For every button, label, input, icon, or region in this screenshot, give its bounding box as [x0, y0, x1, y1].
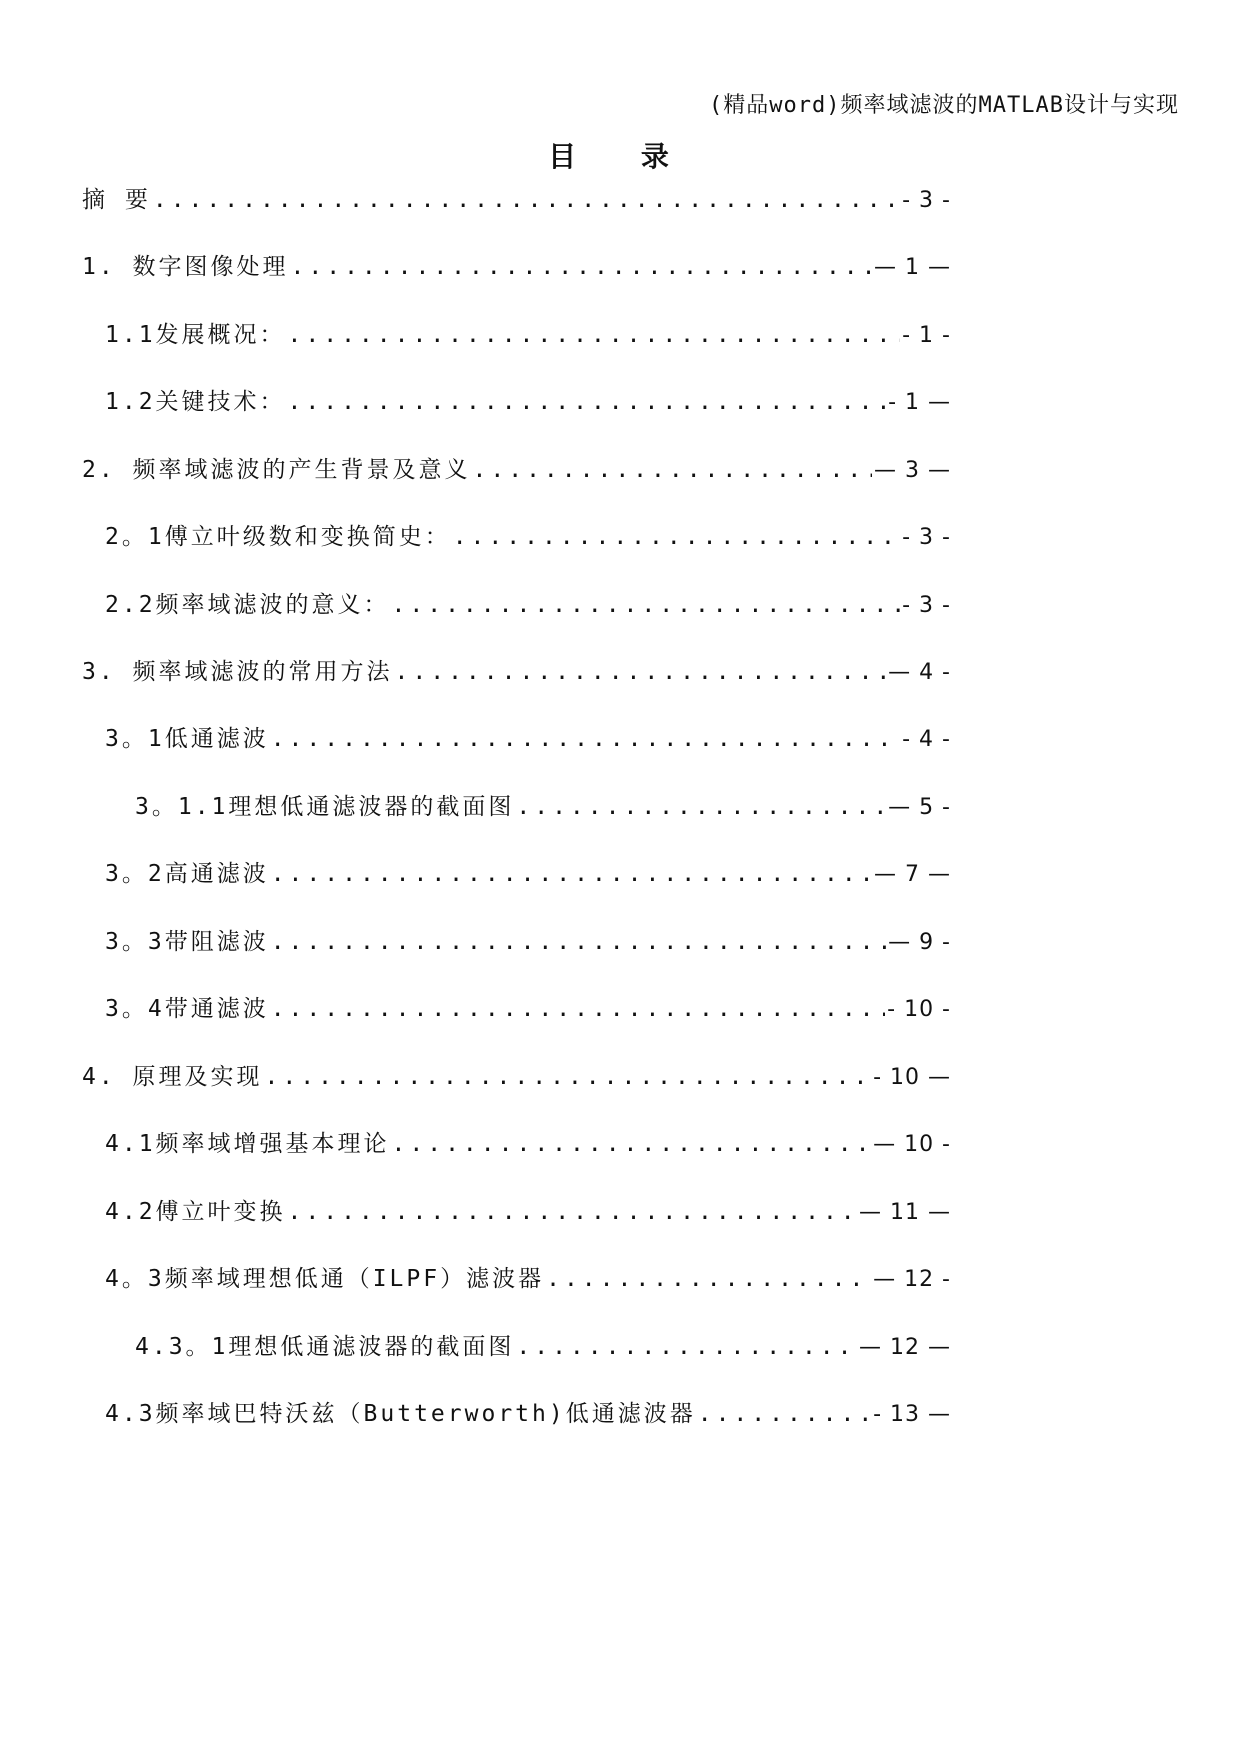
toc-entry-3[interactable]: [0, 652, 1241, 692]
toc-entry-4-1[interactable]: [0, 1124, 1241, 1164]
toc-page-number: — 11 —: [859, 1200, 951, 1225]
dot-leader: [392, 1124, 872, 1164]
dot-leader: [392, 585, 901, 625]
toc-entry-label: 4.3。1理想低通滤波器的截面图: [135, 1334, 515, 1360]
toc-entry-label: 1.1发展概况：: [105, 322, 286, 348]
toc-entry-label: 1. 数字图像处理: [82, 254, 289, 280]
dot-leader: [271, 854, 872, 894]
dot-leader: [698, 1394, 871, 1434]
toc-entry-3-1-1[interactable]: [0, 787, 1241, 827]
toc-page-number: — 10 -: [873, 1132, 951, 1157]
toc-entry-2-2[interactable]: [0, 585, 1241, 625]
toc-entry-1-1[interactable]: [0, 315, 1241, 355]
toc-page-number: - 13 —: [873, 1402, 951, 1427]
toc-entry-3-1[interactable]: [0, 719, 1241, 759]
toc-entry-label: 3。1低通滤波: [105, 726, 269, 752]
toc-entry-label: 摘 要: [82, 187, 151, 213]
toc-entry-label: 4。3频率域理想低通（ILPF）滤波器: [105, 1266, 545, 1292]
toc-entry-label: 3。1.1理想低通滤波器的截面图: [135, 794, 515, 820]
toc-page-number: - 3 -: [902, 593, 951, 618]
toc-page-number: - 4 -: [902, 727, 951, 752]
toc-entry-2[interactable]: [0, 450, 1241, 490]
dot-leader: [153, 180, 900, 220]
toc-entry-label: 1.2关键技术：: [105, 389, 286, 415]
toc-entry-label: 3。2高通滤波: [105, 861, 269, 887]
dot-leader: [473, 450, 872, 490]
toc-page-number: — 9 -: [888, 930, 951, 955]
toc-page-number: - 1 -: [902, 323, 951, 348]
dot-leader: [271, 719, 900, 759]
dot-leader: [288, 382, 887, 422]
toc-entry-4-3-1[interactable]: [0, 1327, 1241, 1367]
dot-leader: [453, 517, 900, 557]
toc-page-number: — 1 —: [874, 255, 951, 280]
toc-entry-3-4[interactable]: [0, 989, 1241, 1029]
toc-page-number: - 10 —: [873, 1065, 951, 1090]
dot-leader: [288, 315, 901, 355]
toc-entry-label: 4. 原理及实现: [82, 1064, 263, 1090]
toc-entry-label: 3。3带阻滤波: [105, 929, 269, 955]
dot-leader: [271, 922, 886, 962]
toc-page-number: - 3 -: [902, 525, 951, 550]
toc-entry-label: 4.2傅立叶变换: [105, 1199, 286, 1225]
dot-leader: [546, 1259, 871, 1299]
toc-entry-3-3[interactable]: [0, 922, 1241, 962]
toc-entry-label: 2. 频率域滤波的产生背景及意义: [82, 457, 471, 483]
toc-page-number: — 7 —: [874, 862, 951, 887]
toc-page-number: - 10 -: [887, 997, 951, 1022]
document-header-title: (精品word)频率域滤波的MATLAB设计与实现: [709, 93, 1179, 118]
toc-page-number: - 3 -: [902, 188, 951, 213]
toc-entry-4[interactable]: [0, 1057, 1241, 1097]
dot-leader: [395, 652, 887, 692]
dot-leader: [271, 989, 885, 1029]
toc-page-number: — 12 —: [859, 1335, 951, 1360]
toc-entry-1-2[interactable]: [0, 382, 1241, 422]
toc-entry-1[interactable]: [0, 247, 1241, 287]
toc-entry-label: 2。1傅立叶级数和变换简史：: [105, 524, 451, 550]
dot-leader: [516, 787, 886, 827]
toc-entry-3-2[interactable]: [0, 854, 1241, 894]
toc-entry-label: 2.2频率域滤波的意义：: [105, 592, 390, 618]
toc-entry-4-3[interactable]: [0, 1259, 1241, 1299]
toc-entry-2-1[interactable]: [0, 517, 1241, 557]
toc-entry-label: 4.3频率域巴特沃兹（Butterworth)低通滤波器: [105, 1401, 696, 1427]
toc-entry-abstract[interactable]: [0, 180, 1241, 220]
toc-page-number: — 4 -: [888, 660, 951, 685]
dot-leader: [291, 247, 872, 287]
toc-entry-4-3-butterworth[interactable]: [0, 1394, 1241, 1434]
toc-title: 目 录: [548, 140, 693, 173]
dot-leader: [516, 1327, 857, 1367]
toc-page-number: — 3 —: [874, 458, 951, 483]
toc-entry-label: 3. 频率域滤波的常用方法: [82, 659, 393, 685]
toc-page-number: - 1 —: [888, 390, 951, 415]
toc-entry-label: 3。4带通滤波: [105, 996, 269, 1022]
toc-page-number: — 12 -: [873, 1267, 951, 1292]
toc-entry-4-2[interactable]: [0, 1192, 1241, 1232]
dot-leader: [288, 1192, 857, 1232]
toc-entry-label: 4.1频率域增强基本理论: [105, 1131, 390, 1157]
dot-leader: [265, 1057, 872, 1097]
toc-page-number: — 5 -: [888, 795, 951, 820]
